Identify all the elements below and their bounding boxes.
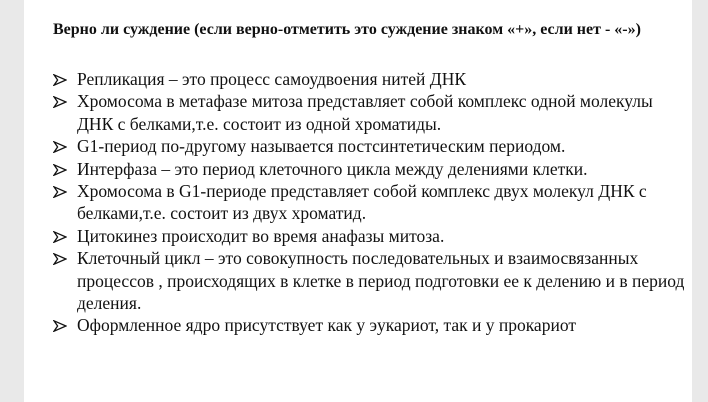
statement-text: Оформленное ядро присутствует как у эукариот, так и у прокариот: [77, 315, 576, 336]
list-item: [53, 135, 689, 157]
list-item: [53, 225, 689, 247]
arrowhead-bullet-icon: [53, 141, 67, 153]
list-item: [53, 68, 689, 90]
arrowhead-bullet-icon: [53, 320, 67, 332]
statement-text: Интерфаза – это период клеточного цикла между делениями клетки.: [77, 158, 588, 179]
document-title: Верно ли суждение (если верно-отметить это суждение знаком «+», если нет - «-»): [53, 21, 641, 38]
list-item: [53, 247, 689, 314]
statement-text: G1-период по-другому называется постсинтетическим периодом.: [77, 136, 566, 157]
statement-list: [53, 68, 689, 337]
list-item: [53, 314, 689, 336]
arrowhead-bullet-icon: [53, 74, 67, 86]
statement-text: Цитокинез происходит во время анафазы митоза.: [77, 225, 445, 246]
list-item: [53, 90, 689, 135]
statement-text: Клеточный цикл – это совокупность последовательных и взаимосвязанных процессов , происходящих в клетке в период подготовки ее к делению и в период деления.: [77, 248, 685, 314]
statement-text: Хромосома в метафазе митоза представляет собой комплекс одной молекулы ДНК с белками,т.е. состоит из одной хроматиды.: [77, 91, 653, 134]
document-page: [24, 0, 692, 402]
arrowhead-bullet-icon: [53, 96, 67, 108]
statement-text: Репликация – это процесс самоудвоения нитей ДНК: [77, 69, 467, 89]
arrowhead-bullet-icon: [53, 231, 67, 243]
list-item: [53, 158, 689, 180]
arrowhead-bullet-icon: [53, 164, 67, 176]
list-item: [53, 180, 689, 225]
arrowhead-bullet-icon: [53, 186, 67, 198]
arrowhead-bullet-icon: [53, 253, 67, 265]
statement-text: Хромосома в G1-периоде представляет собой комплекс двух молекул ДНК с белками,т.е. состоит из двух хроматид.: [77, 181, 647, 224]
